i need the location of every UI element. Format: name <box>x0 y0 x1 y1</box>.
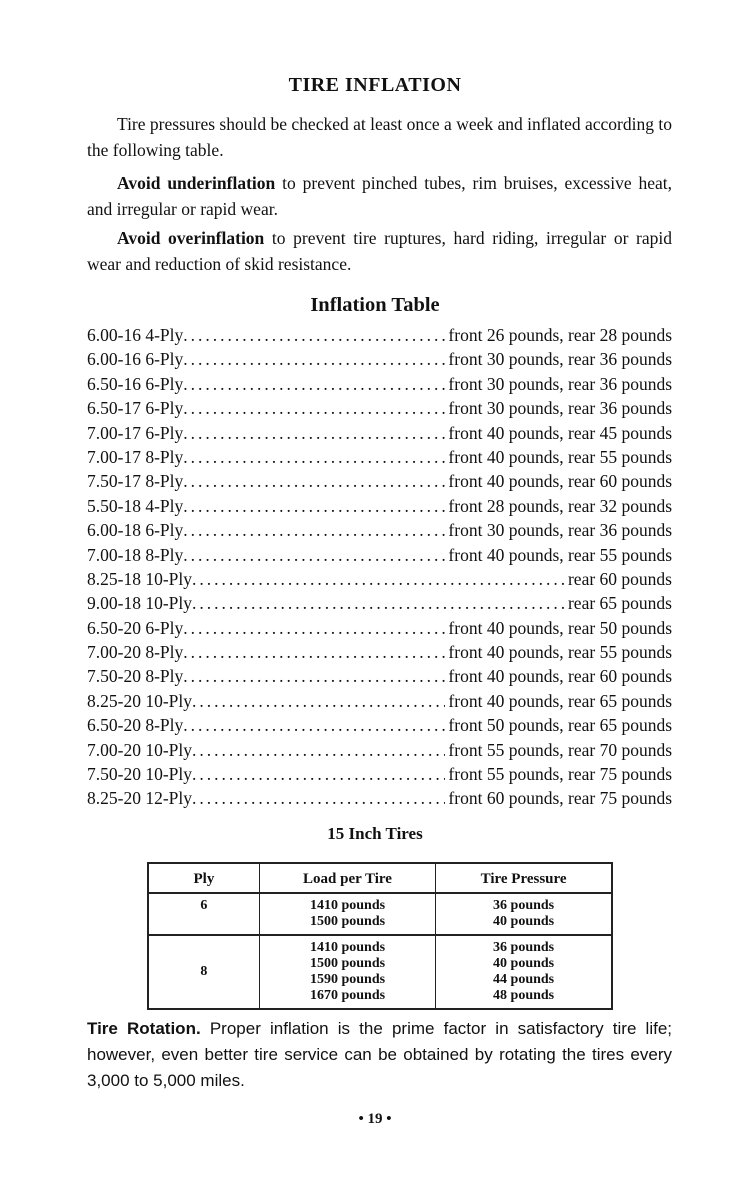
load-cell <box>259 893 435 935</box>
pressure-value: rear 65 pounds <box>567 593 672 614</box>
tire-size: 7.50-20 10-Ply <box>87 764 192 785</box>
tire-size: 7.50-17 8-Ply <box>87 471 184 492</box>
inflation-row <box>87 713 672 737</box>
pressure-value: 36 pounds <box>493 940 555 955</box>
ply-group-row <box>148 893 612 935</box>
pressure-value: front 55 pounds, rear 70 pounds <box>448 739 672 760</box>
pressure-cell <box>436 893 612 935</box>
dot-leader <box>192 591 565 615</box>
inflation-row <box>87 494 672 518</box>
inflation-row <box>87 347 672 371</box>
dot-leader <box>192 786 445 810</box>
tire-size: 6.00-16 6-Ply <box>87 349 184 370</box>
pressure-value: front 30 pounds, rear 36 pounds <box>448 373 672 394</box>
dot-leader <box>183 616 445 640</box>
tire-size: 6.50-20 8-Ply <box>87 715 184 736</box>
underinflation-text: to prevent pinched tubes, rim bruises, excessive heat, and irregular or rapid wear. <box>87 173 672 219</box>
inflation-row <box>87 323 672 347</box>
overinflation-text: to prevent tire ruptures, hard riding, irregular or rapid wear and reduction of skid resistance. <box>87 228 672 274</box>
header-load: Load per Tire <box>259 863 435 893</box>
ply-cell: 6 <box>148 893 259 935</box>
pressure-value: front 40 pounds, rear 55 pounds <box>448 642 672 663</box>
tire-size: 8.25-20 10-Ply <box>87 690 192 711</box>
inflation-row <box>87 421 672 445</box>
ply-group-row <box>148 935 612 1009</box>
dot-leader <box>183 518 445 542</box>
dot-leader <box>192 738 445 762</box>
inflation-row <box>87 786 672 810</box>
dot-leader <box>192 567 565 591</box>
pressure-value: front 40 pounds, rear 65 pounds <box>448 690 672 711</box>
page-number: • 19 • <box>358 1111 392 1127</box>
underinflation-paragraph <box>87 170 672 222</box>
ply-cell: 8 <box>200 964 208 979</box>
pressure-value: front 40 pounds, rear 55 pounds <box>448 544 672 565</box>
dot-leader <box>183 543 445 567</box>
inflation-row <box>87 372 672 396</box>
header-pressure: Tire Pressure <box>436 863 612 893</box>
rotation-lead: Tire Rotation. <box>87 1019 201 1038</box>
dot-leader <box>192 689 445 713</box>
tire-size: 8.25-20 12-Ply <box>87 788 192 809</box>
pressure-value: 44 pounds <box>493 972 555 987</box>
inflation-row <box>87 567 672 591</box>
pressure-value: front 40 pounds, rear 60 pounds <box>448 471 672 492</box>
pressure-value: front 30 pounds, rear 36 pounds <box>448 349 672 370</box>
dot-leader <box>183 347 445 371</box>
tire-size: 8.25-18 10-Ply <box>87 568 192 589</box>
underinflation-lead: Avoid underinflation <box>117 173 276 193</box>
dot-leader <box>183 445 445 469</box>
pressure-value: front 40 pounds, rear 50 pounds <box>448 617 672 638</box>
tire-size: 6.00-18 6-Ply <box>87 520 184 541</box>
tire-size: 7.00-18 8-Ply <box>87 544 184 565</box>
inflation-row <box>87 616 672 640</box>
tire-size: 6.50-17 6-Ply <box>87 398 184 419</box>
inflation-row <box>87 469 672 493</box>
tire-size: 5.50-18 4-Ply <box>87 495 184 516</box>
pressure-value: 48 pounds <box>493 988 555 1003</box>
tire-size: 6.00-16 4-Ply <box>87 325 184 345</box>
dot-leader <box>183 323 445 347</box>
inflation-row <box>87 445 672 469</box>
pressure-value: front 40 pounds, rear 60 pounds <box>448 666 672 687</box>
rotation-text: Proper inflation is the prime factor in satisfactory tire life; however, even better tire service can be obtained by rotating the tires every 3,000 to 5,000 miles. <box>87 1019 673 1090</box>
inflation-row <box>87 640 672 664</box>
inflation-row <box>87 396 672 420</box>
dot-leader <box>192 762 445 786</box>
dot-leader <box>183 640 445 664</box>
pressure-value: front 40 pounds, rear 45 pounds <box>448 422 672 443</box>
tire-size: 7.00-17 8-Ply <box>87 446 184 467</box>
pressure-value: 40 pounds <box>493 956 555 971</box>
load-value: 1410 pounds <box>309 898 386 913</box>
dot-leader <box>183 713 445 737</box>
tire-size: 6.50-20 6-Ply <box>87 617 184 638</box>
tire-size: 6.50-16 6-Ply <box>87 373 184 394</box>
pressure-value: 36 pounds <box>493 898 555 913</box>
load-value: 1670 pounds <box>309 988 386 1003</box>
inflation-row <box>87 738 672 762</box>
inflation-row <box>87 591 672 615</box>
load-value: 1500 pounds <box>309 956 386 971</box>
dot-leader <box>183 421 445 445</box>
load-cell <box>259 935 435 1009</box>
load-value: 1590 pounds <box>309 972 386 987</box>
dot-leader <box>183 396 445 420</box>
dot-leader <box>183 494 445 518</box>
inflation-table <box>87 323 672 811</box>
pressure-value: rear 60 pounds <box>567 568 672 589</box>
tire-size: 7.00-17 6-Ply <box>87 422 184 443</box>
inflation-row <box>87 762 672 786</box>
pressure-value: front 30 pounds, rear 36 pounds <box>448 398 672 419</box>
pressure-cell <box>436 935 612 1009</box>
tire-size: 7.00-20 8-Ply <box>87 642 184 663</box>
load-value: 1500 pounds <box>309 914 386 929</box>
inflation-row <box>87 664 672 688</box>
inflation-table-title: Inflation Table <box>310 294 440 316</box>
tire-size: 7.00-20 10-Ply <box>87 739 192 760</box>
pressure-value: front 55 pounds, rear 75 pounds <box>448 764 672 785</box>
pressure-value: front 40 pounds, rear 55 pounds <box>448 446 672 467</box>
tire-rotation-paragraph <box>87 1016 672 1094</box>
pressure-value: front 26 pounds, rear 28 pounds <box>448 325 672 345</box>
page-title: TIRE INFLATION <box>288 74 462 96</box>
tires15-table <box>147 862 613 1010</box>
load-value: 1410 pounds <box>309 940 386 955</box>
tire-size: 9.00-18 10-Ply <box>87 593 192 614</box>
pressure-value: front 50 pounds, rear 65 pounds <box>448 715 672 736</box>
tires15-title: 15 Inch Tires <box>327 824 423 843</box>
dot-leader <box>183 372 445 396</box>
inflation-row <box>87 543 672 567</box>
header-ply: Ply <box>148 863 259 893</box>
dot-leader <box>183 664 445 688</box>
tire-size: 7.50-20 8-Ply <box>87 666 184 687</box>
pressure-value: front 30 pounds, rear 36 pounds <box>448 520 672 541</box>
intro-paragraph: Tire pressures should be checked at least once a week and inflated according to the following table. <box>87 114 672 160</box>
pressure-value: front 60 pounds, rear 75 pounds <box>448 788 672 809</box>
overinflation-lead: Avoid overinflation <box>117 228 265 248</box>
pressure-value: 40 pounds <box>493 914 555 929</box>
pressure-value: front 28 pounds, rear 32 pounds <box>448 495 672 516</box>
inflation-row <box>87 689 672 713</box>
inflation-row <box>87 518 672 542</box>
overinflation-paragraph <box>87 225 672 277</box>
dot-leader <box>183 469 445 493</box>
